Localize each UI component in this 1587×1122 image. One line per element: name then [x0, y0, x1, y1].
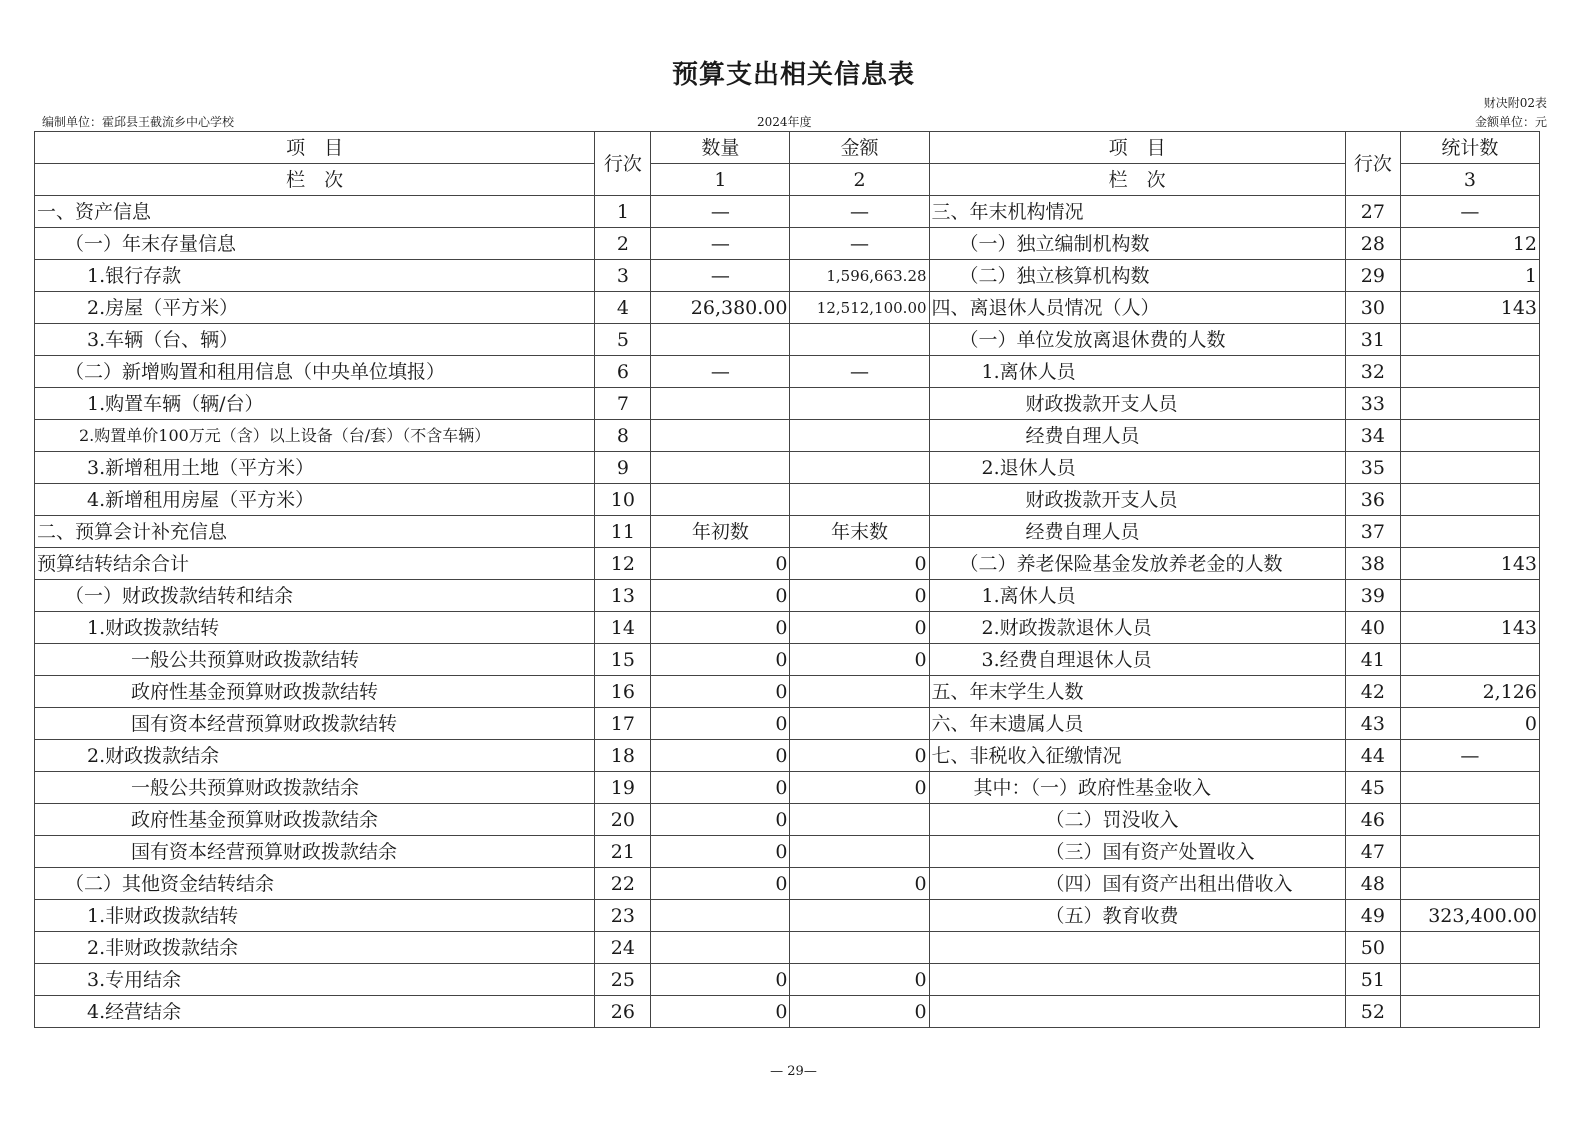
quantity-cell: 0 — [651, 612, 790, 644]
right-line-no: 33 — [1345, 388, 1400, 420]
left-item-label: 一、资产信息 — [35, 196, 595, 228]
header-col-2: 2 — [790, 164, 929, 196]
header-item-left: 项 目 — [35, 132, 595, 164]
currency-unit: 金额单位：元 — [1474, 115, 1547, 129]
left-line-no: 26 — [595, 996, 651, 1028]
right-line-no: 32 — [1345, 356, 1400, 388]
header-row-2 — [35, 164, 1540, 196]
right-item-label: （二）养老保险基金发放养老金的人数 — [929, 548, 1345, 580]
left-item-label: 2.财政拨款结余 — [35, 740, 595, 772]
left-item-label: 1.银行存款 — [35, 260, 595, 292]
table-row — [35, 260, 1540, 292]
right-line-no: 35 — [1345, 452, 1400, 484]
left-line-no: 1 — [595, 196, 651, 228]
left-line-no: 24 — [595, 932, 651, 964]
amount-cell: 1,596,663.28 — [790, 260, 929, 292]
right-line-no: 44 — [1345, 740, 1400, 772]
quantity-cell: 0 — [651, 996, 790, 1028]
header-item-right: 项 目 — [929, 132, 1345, 164]
right-item-label: 3.经费自理退休人员 — [929, 644, 1345, 676]
right-item-label: 五、年末学生人数 — [929, 676, 1345, 708]
left-line-no: 9 — [595, 452, 651, 484]
page-number: — 29— — [770, 1064, 817, 1079]
stat-cell — [1400, 964, 1539, 996]
stat-cell: 12 — [1400, 228, 1539, 260]
right-item-label: 1.离休人员 — [929, 580, 1345, 612]
right-item-label: 财政拨款开支人员 — [929, 484, 1345, 516]
quantity-cell: 0 — [651, 804, 790, 836]
left-item-label: 政府性基金预算财政拨款结转 — [35, 676, 595, 708]
table-row — [35, 196, 1540, 228]
amount-cell — [790, 708, 929, 740]
right-line-no: 41 — [1345, 644, 1400, 676]
table-row — [35, 772, 1540, 804]
header-line-no-right: 行次 — [1345, 132, 1400, 196]
stat-cell — [1400, 324, 1539, 356]
table-row — [35, 740, 1540, 772]
right-item-label: 1.离休人员 — [929, 356, 1345, 388]
left-item-label: 2.房屋（平方米） — [35, 292, 595, 324]
right-line-no: 49 — [1345, 900, 1400, 932]
left-item-label: 预算结转结余合计 — [35, 548, 595, 580]
left-line-no: 23 — [595, 900, 651, 932]
right-line-no: 48 — [1345, 868, 1400, 900]
header-col-label-left: 栏 次 — [35, 164, 595, 196]
table-row — [35, 708, 1540, 740]
left-item-label: （二）其他资金结转结余 — [35, 868, 595, 900]
table-row — [35, 644, 1540, 676]
left-item-label: （一）年末存量信息 — [35, 228, 595, 260]
table-row — [35, 452, 1540, 484]
quantity-cell — [651, 388, 790, 420]
right-line-no: 47 — [1345, 836, 1400, 868]
header-quantity: 数量 — [651, 132, 790, 164]
stat-cell — [1400, 836, 1539, 868]
amount-cell — [790, 836, 929, 868]
amount-cell: 0 — [790, 580, 929, 612]
table-row — [35, 356, 1540, 388]
left-item-label: 2.购置单价100万元（含）以上设备（台/套）（不含车辆） — [35, 420, 595, 452]
left-line-no: 20 — [595, 804, 651, 836]
amount-cell: 0 — [790, 644, 929, 676]
amount-cell — [790, 388, 929, 420]
amount-cell: — — [790, 228, 929, 260]
left-line-no: 25 — [595, 964, 651, 996]
left-item-label: 国有资本经营预算财政拨款结转 — [35, 708, 595, 740]
header-col-3: 3 — [1400, 164, 1539, 196]
right-item-label: （一）单位发放离退休费的人数 — [929, 324, 1345, 356]
quantity-cell: — — [651, 228, 790, 260]
stat-cell — [1400, 452, 1539, 484]
left-item-label: 国有资本经营预算财政拨款结余 — [35, 836, 595, 868]
stat-cell — [1400, 932, 1539, 964]
table-row — [35, 484, 1540, 516]
stat-cell — [1400, 804, 1539, 836]
right-line-no: 36 — [1345, 484, 1400, 516]
stat-cell: — — [1400, 196, 1539, 228]
left-line-no: 17 — [595, 708, 651, 740]
amount-cell — [790, 484, 929, 516]
left-item-label: 4.经营结余 — [35, 996, 595, 1028]
amount-cell — [790, 804, 929, 836]
table-row — [35, 580, 1540, 612]
left-line-no: 7 — [595, 388, 651, 420]
header-col-1: 1 — [651, 164, 790, 196]
header-line-no-left: 行次 — [595, 132, 651, 196]
stat-cell: 2,126 — [1400, 676, 1539, 708]
stat-cell — [1400, 996, 1539, 1028]
right-item-label: 2.财政拨款退休人员 — [929, 612, 1345, 644]
right-item-label: （二）独立核算机构数 — [929, 260, 1345, 292]
table-row — [35, 996, 1540, 1028]
right-line-no: 34 — [1345, 420, 1400, 452]
quantity-cell: 0 — [651, 772, 790, 804]
quantity-cell: 26,380.00 — [651, 292, 790, 324]
right-item-label: 2.退休人员 — [929, 452, 1345, 484]
table-row — [35, 516, 1540, 548]
header-row-1 — [35, 132, 1540, 164]
table-row — [35, 324, 1540, 356]
right-item-label: 七、非税收入征缴情况 — [929, 740, 1345, 772]
left-line-no: 6 — [595, 356, 651, 388]
left-line-no: 11 — [595, 516, 651, 548]
quantity-cell: 0 — [651, 740, 790, 772]
table-row — [35, 676, 1540, 708]
amount-cell: — — [790, 196, 929, 228]
quantity-cell: 0 — [651, 676, 790, 708]
quantity-cell — [651, 324, 790, 356]
stat-cell — [1400, 388, 1539, 420]
right-line-no: 31 — [1345, 324, 1400, 356]
right-item-label: （二）罚没收入 — [929, 804, 1345, 836]
left-item-label: 1.财政拨款结转 — [35, 612, 595, 644]
quantity-cell: 0 — [651, 868, 790, 900]
stat-cell — [1400, 580, 1539, 612]
quantity-cell: — — [651, 260, 790, 292]
quantity-cell: 0 — [651, 580, 790, 612]
form-code: 财决附02表 — [1483, 96, 1547, 110]
amount-cell: 0 — [790, 548, 929, 580]
right-line-no: 37 — [1345, 516, 1400, 548]
left-line-no: 2 — [595, 228, 651, 260]
right-item-label: 财政拨款开支人员 — [929, 388, 1345, 420]
left-line-no: 18 — [595, 740, 651, 772]
right-item-label: （四）国有资产出租出借收入 — [929, 868, 1345, 900]
stat-cell — [1400, 644, 1539, 676]
right-item-label: 六、年末遗属人员 — [929, 708, 1345, 740]
left-item-label: 3.专用结余 — [35, 964, 595, 996]
quantity-cell: 0 — [651, 964, 790, 996]
stat-cell — [1400, 420, 1539, 452]
right-line-no: 27 — [1345, 196, 1400, 228]
amount-cell: 0 — [790, 868, 929, 900]
amount-cell — [790, 932, 929, 964]
amount-cell: — — [790, 356, 929, 388]
left-item-label: 3.新增租用土地（平方米） — [35, 452, 595, 484]
quantity-cell: — — [651, 196, 790, 228]
right-item-label — [929, 932, 1345, 964]
table-row — [35, 420, 1540, 452]
header-stat: 统计数 — [1400, 132, 1539, 164]
header-amount: 金额 — [790, 132, 929, 164]
right-line-no: 52 — [1345, 996, 1400, 1028]
left-line-no: 21 — [595, 836, 651, 868]
compiling-unit: 编制单位：霍邱县王截流乡中心学校 — [42, 115, 235, 129]
stat-cell — [1400, 356, 1539, 388]
amount-cell: 年末数 — [790, 516, 929, 548]
stat-cell — [1400, 772, 1539, 804]
table-row — [35, 612, 1540, 644]
table-row — [35, 836, 1540, 868]
stat-cell — [1400, 868, 1539, 900]
quantity-cell — [651, 452, 790, 484]
table-row — [35, 932, 1540, 964]
amount-cell: 0 — [790, 612, 929, 644]
stat-cell: 143 — [1400, 612, 1539, 644]
quantity-cell — [651, 932, 790, 964]
amount-cell — [790, 676, 929, 708]
amount-cell: 0 — [790, 772, 929, 804]
left-line-no: 4 — [595, 292, 651, 324]
right-line-no: 39 — [1345, 580, 1400, 612]
right-line-no: 40 — [1345, 612, 1400, 644]
budget-info-table — [34, 131, 1540, 1028]
table-row — [35, 292, 1540, 324]
left-item-label: （一）财政拨款结转和结余 — [35, 580, 595, 612]
stat-cell: 143 — [1400, 292, 1539, 324]
amount-cell: 0 — [790, 740, 929, 772]
right-line-no: 45 — [1345, 772, 1400, 804]
amount-cell — [790, 420, 929, 452]
right-item-label: 三、年末机构情况 — [929, 196, 1345, 228]
quantity-cell: 0 — [651, 644, 790, 676]
left-item-label: （二）新增购置和租用信息（中央单位填报） — [35, 356, 595, 388]
left-line-no: 12 — [595, 548, 651, 580]
quantity-cell: 0 — [651, 548, 790, 580]
right-line-no: 28 — [1345, 228, 1400, 260]
left-item-label: 4.新增租用房屋（平方米） — [35, 484, 595, 516]
left-line-no: 5 — [595, 324, 651, 356]
page-title: 预算支出相关信息表 — [671, 60, 915, 90]
right-line-no: 30 — [1345, 292, 1400, 324]
left-item-label: 3.车辆（台、辆） — [35, 324, 595, 356]
left-line-no: 22 — [595, 868, 651, 900]
left-item-label: 1.购置车辆（辆/台） — [35, 388, 595, 420]
quantity-cell: — — [651, 356, 790, 388]
right-line-no: 43 — [1345, 708, 1400, 740]
left-line-no: 8 — [595, 420, 651, 452]
right-item-label: 经费自理人员 — [929, 420, 1345, 452]
right-item-label — [929, 996, 1345, 1028]
quantity-cell — [651, 420, 790, 452]
left-line-no: 14 — [595, 612, 651, 644]
quantity-cell — [651, 900, 790, 932]
stat-cell: 0 — [1400, 708, 1539, 740]
quantity-cell: 年初数 — [651, 516, 790, 548]
left-line-no: 15 — [595, 644, 651, 676]
table-row — [35, 804, 1540, 836]
right-item-label: （一）独立编制机构数 — [929, 228, 1345, 260]
table-row — [35, 964, 1540, 996]
stat-cell: — — [1400, 740, 1539, 772]
right-line-no: 38 — [1345, 548, 1400, 580]
fiscal-year: 2024年度 — [757, 115, 812, 129]
right-item-label: （三）国有资产处置收入 — [929, 836, 1345, 868]
stat-cell: 323,400.00 — [1400, 900, 1539, 932]
header-col-label-right: 栏 次 — [929, 164, 1345, 196]
left-item-label: 政府性基金预算财政拨款结余 — [35, 804, 595, 836]
left-line-no: 10 — [595, 484, 651, 516]
right-item-label — [929, 964, 1345, 996]
right-line-no: 51 — [1345, 964, 1400, 996]
left-item-label: 一般公共预算财政拨款结余 — [35, 772, 595, 804]
amount-cell: 0 — [790, 964, 929, 996]
amount-cell — [790, 324, 929, 356]
right-item-label: 经费自理人员 — [929, 516, 1345, 548]
table-row — [35, 900, 1540, 932]
quantity-cell: 0 — [651, 836, 790, 868]
amount-cell — [790, 452, 929, 484]
stat-cell: 1 — [1400, 260, 1539, 292]
quantity-cell — [651, 484, 790, 516]
left-line-no: 19 — [595, 772, 651, 804]
left-item-label: 2.非财政拨款结余 — [35, 932, 595, 964]
left-line-no: 16 — [595, 676, 651, 708]
right-item-label: 四、离退休人员情况（人） — [929, 292, 1345, 324]
right-line-no: 42 — [1345, 676, 1400, 708]
left-item-label: 一般公共预算财政拨款结转 — [35, 644, 595, 676]
stat-cell — [1400, 516, 1539, 548]
right-item-label: 其中：（一）政府性基金收入 — [929, 772, 1345, 804]
amount-cell: 12,512,100.00 — [790, 292, 929, 324]
left-item-label: 二、预算会计补充信息 — [35, 516, 595, 548]
table-row — [35, 548, 1540, 580]
left-item-label: 1.非财政拨款结转 — [35, 900, 595, 932]
stat-cell — [1400, 484, 1539, 516]
right-item-label: （五）教育收费 — [929, 900, 1345, 932]
amount-cell: 0 — [790, 996, 929, 1028]
right-line-no: 29 — [1345, 260, 1400, 292]
stat-cell: 143 — [1400, 548, 1539, 580]
quantity-cell: 0 — [651, 708, 790, 740]
table-row — [35, 228, 1540, 260]
right-line-no: 50 — [1345, 932, 1400, 964]
left-line-no: 3 — [595, 260, 651, 292]
left-line-no: 13 — [595, 580, 651, 612]
right-line-no: 46 — [1345, 804, 1400, 836]
amount-cell — [790, 900, 929, 932]
table-row — [35, 868, 1540, 900]
table-row — [35, 388, 1540, 420]
